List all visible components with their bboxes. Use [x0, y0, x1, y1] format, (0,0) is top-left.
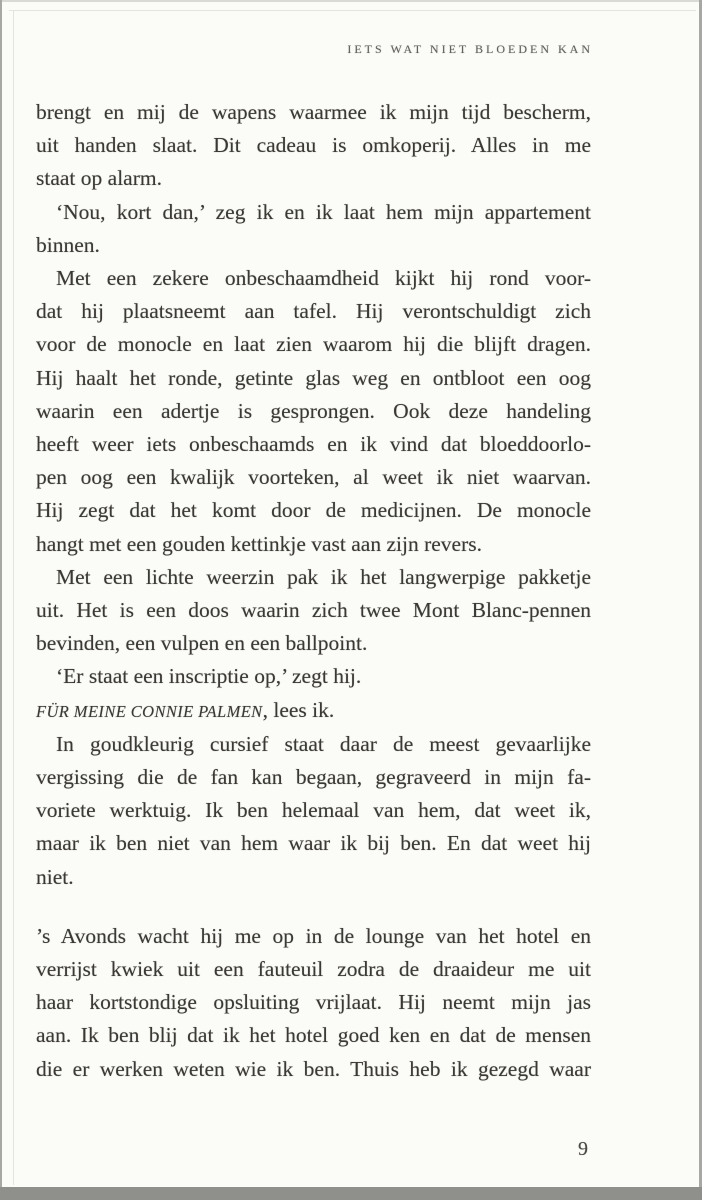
- scan-edge-left: [0, 0, 2, 1200]
- text-line: ‘Nou, kort dan,’ zeg ik en ik laat hem mijn appartement: [56, 199, 591, 224]
- text-line: Met een lichte weerzin pak ik het langwerpige pakketje: [56, 564, 591, 589]
- text-line: staat op alarm.: [36, 166, 162, 191]
- text-line: die er werken weten wie ik ben. Thuis heb ik gezegd waar: [36, 1056, 591, 1081]
- text-line: FÜR MEINE CONNIE PALMEN, lees ik.: [36, 697, 335, 722]
- text-line: niet.: [36, 864, 74, 889]
- inscription-smallcaps: FÜR MEINE CONNIE PALMEN: [36, 701, 263, 721]
- text-line: hangt met een gouden kettinkje vast aan zijn revers.: [36, 531, 482, 556]
- text-line: heeft weer iets onbeschaamds en ik vind dat bloeddoorlo-: [36, 432, 591, 457]
- text-line: brengt en mij de wapens waarmee ik mijn tijd bescherm,: [36, 100, 591, 124]
- text-line: maar ik ben niet van hem waar ik bij ben. En dat weet hij: [36, 831, 591, 856]
- page-crease-top: [9, 10, 696, 11]
- text-line: waarin een adertje is gesprongen. Ook deze handeling: [36, 398, 591, 423]
- page-crease-left: [13, 10, 14, 1185]
- text-line: In goudkleurig cursief staat daar de meest gevaarlijke: [56, 731, 591, 756]
- text-line: Met een zekere onbeschaamdheid kijkt hij rond voor-: [56, 266, 591, 291]
- text-line: vergissing die de fan kan begaan, gegraveerd in mijn fa-: [36, 765, 591, 790]
- text-line: ’s Avonds wacht hij me op in de lounge van het hotel en: [36, 923, 591, 948]
- text-line: ‘Er staat een inscriptie op,’ zegt hij.: [56, 664, 362, 689]
- section-break: [36, 894, 591, 920]
- page-number: 9: [578, 1138, 588, 1160]
- text-line: haar kortstondige opsluiting vrijlaat. Hij neemt mijn jas: [36, 990, 591, 1015]
- text-line: voor de monocle en laat zien waarom hij die blijft dragen.: [36, 332, 591, 357]
- text-line: pen oog een kwalijk voorteken, al weet ik niet waarvan.: [36, 465, 591, 490]
- page-text: [36, 96, 591, 1086]
- text-line: aan. Ik ben blij dat ik het hotel goed ken en dat de mensen: [36, 1023, 591, 1048]
- text-line: verrijst kwiek uit een fauteuil zodra de draaideur me uit: [36, 957, 591, 982]
- text-line: Hij zegt dat het komt door de medicijnen. De monocle: [36, 498, 591, 523]
- text-line: dat hij plaatsneemt aan tafel. Hij verontschuldigt zich: [36, 299, 591, 324]
- running-head: IETS WAT NIET BLOEDEN KAN: [347, 42, 593, 56]
- text-line: uit. Het is een doos waarin zich twee Mont Blanc-pennen: [36, 598, 591, 623]
- text-line: binnen.: [36, 232, 100, 257]
- scan-edge-bottom: [0, 1187, 702, 1200]
- scan-edge-top: [0, 0, 702, 2]
- text-line: bevinden, een vulpen en een ballpoint.: [36, 631, 368, 656]
- text-line: uit handen slaat. Dit cadeau is omkoperij. Alles in me: [36, 133, 591, 158]
- text-line: Hij haalt het ronde, getinte glas weg en ontbloot een oog: [36, 365, 591, 390]
- text-line: voriete werktuig. Ik ben helemaal van hem, dat weet ik,: [36, 798, 591, 823]
